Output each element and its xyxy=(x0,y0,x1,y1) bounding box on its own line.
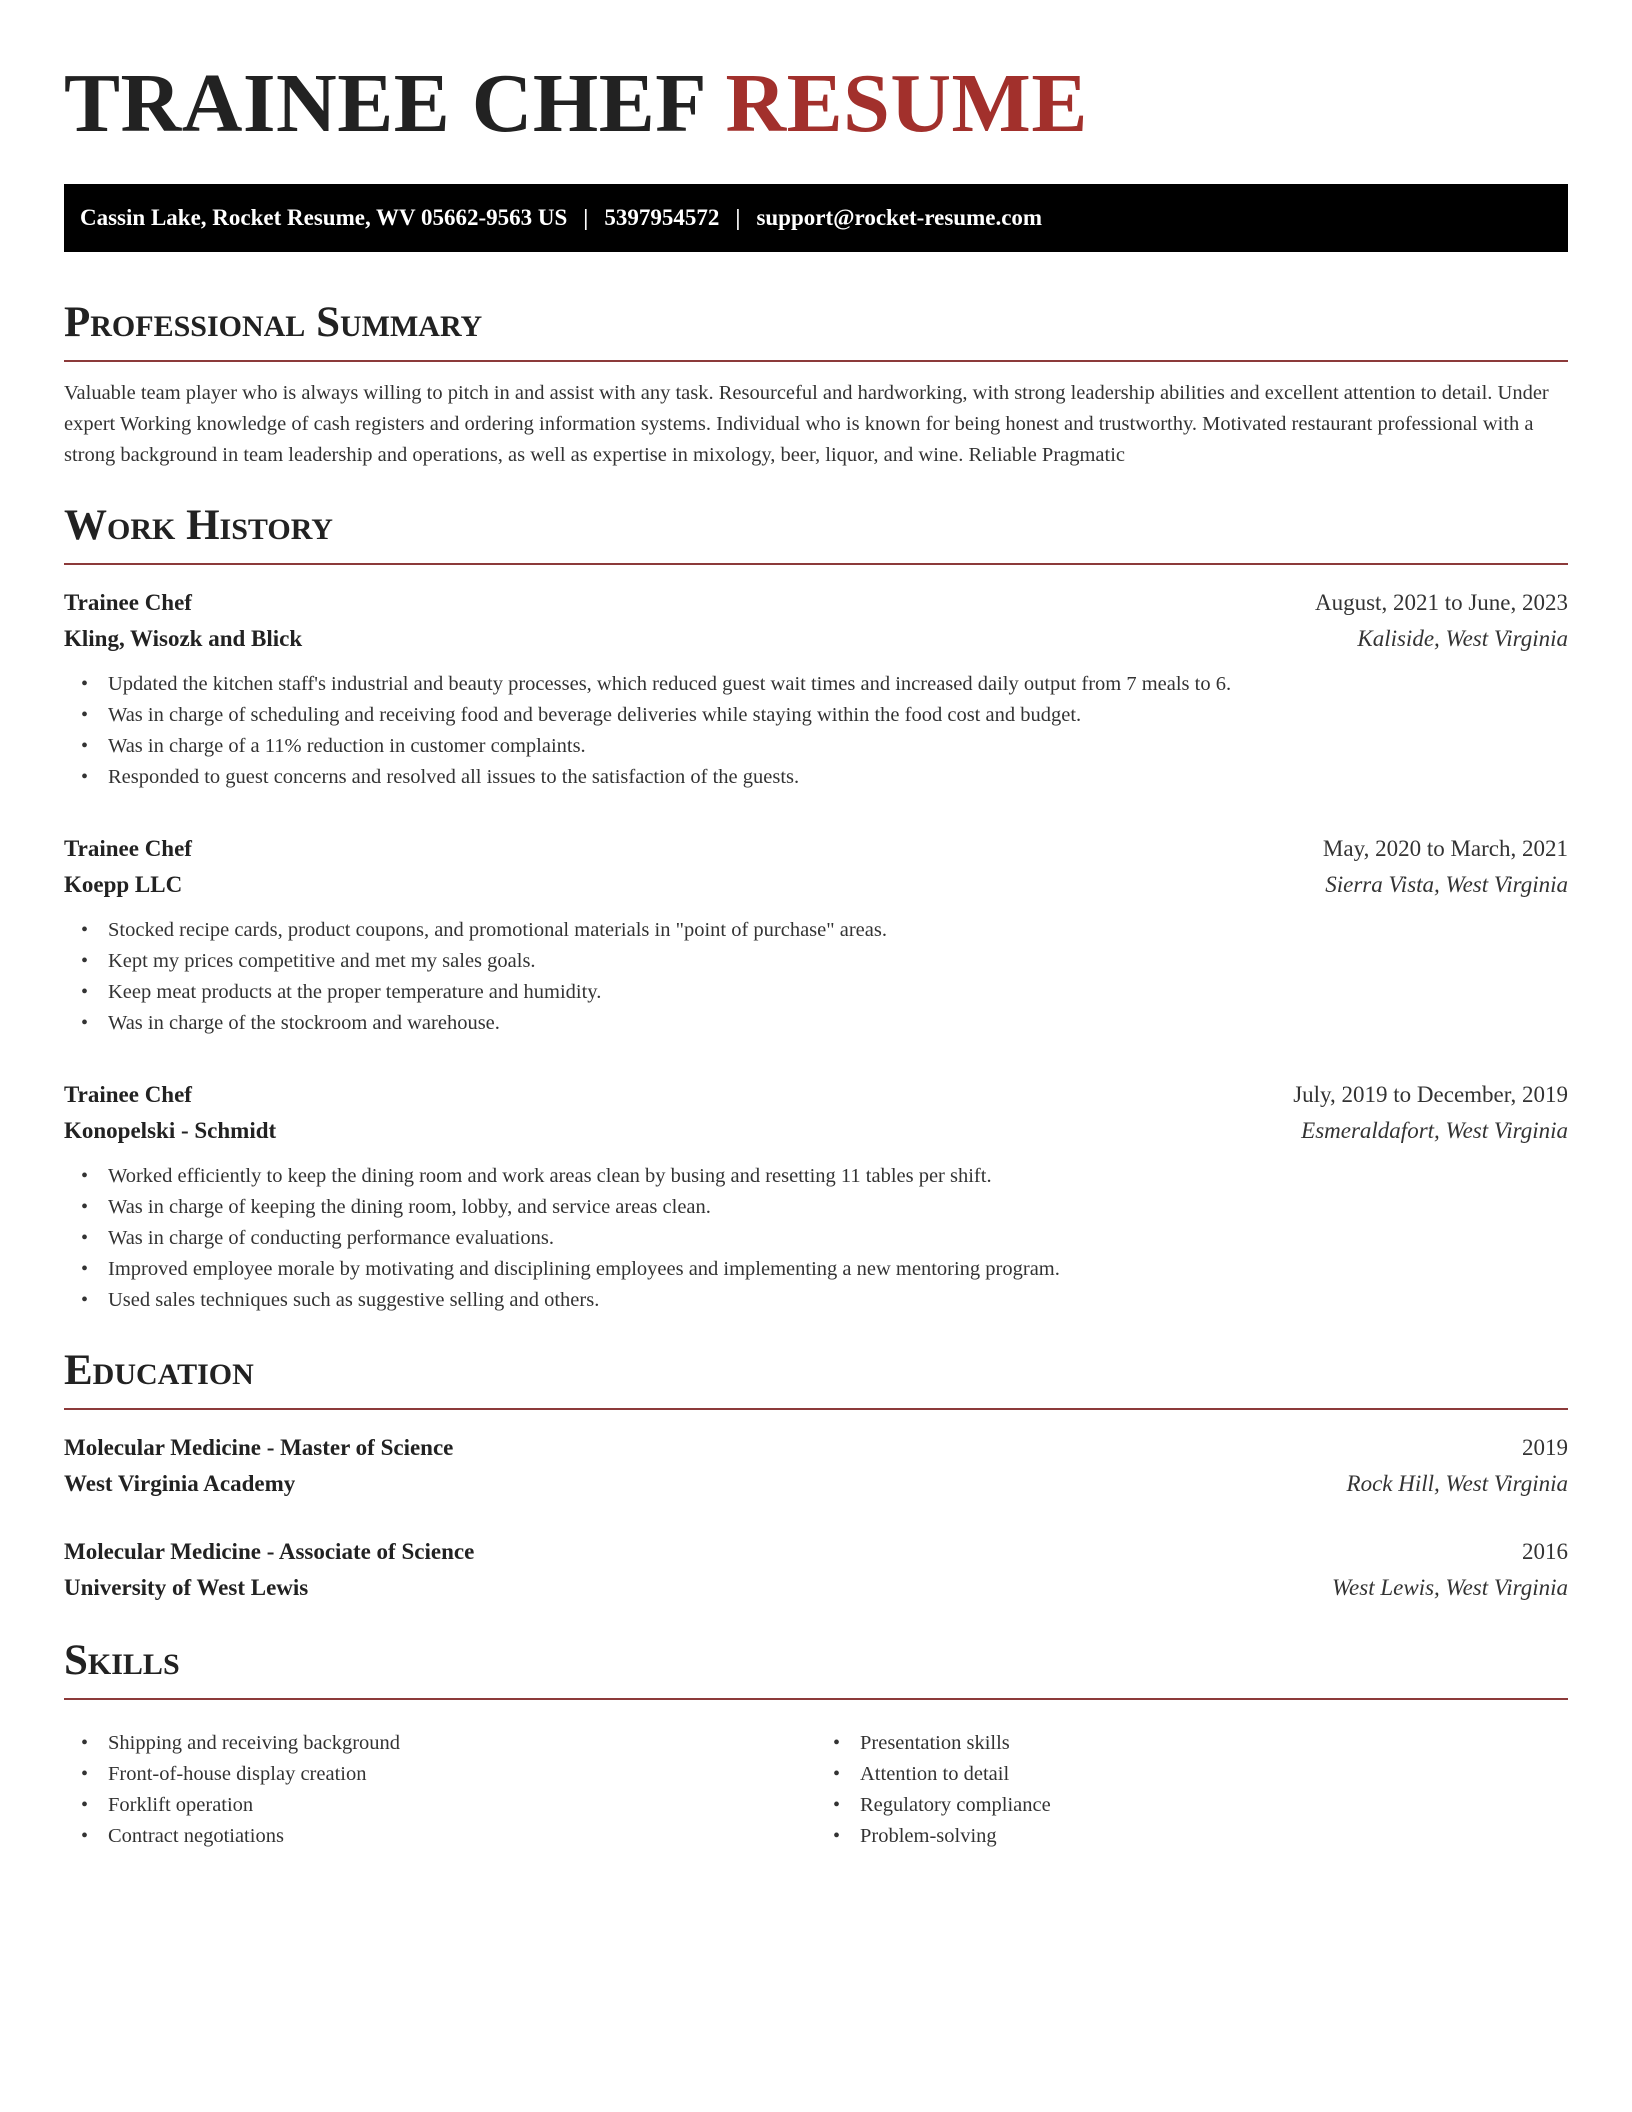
title-main: TRAINEE CHEF xyxy=(64,57,704,150)
skills-column-right xyxy=(816,1728,1568,1852)
job-entry xyxy=(64,831,1568,1039)
contact-phone: 5397954572 xyxy=(604,205,720,230)
job-dates: May, 2020 to March, 2021 xyxy=(1322,836,1568,861)
list-item: • Used sales techniques such as suggestive selling and others. xyxy=(64,1285,1568,1316)
job-location: Sierra Vista, West Virginia xyxy=(1325,872,1568,897)
list-item: • Front-of-house display creation xyxy=(64,1759,816,1790)
job-dates: July, 2019 to December, 2019 xyxy=(1293,1082,1568,1107)
contact-bar xyxy=(64,184,1568,252)
education-entry xyxy=(64,1430,1568,1502)
summary-text: Valuable team player who is always willing to pitch in and assist with any task. Resourceful and hardworking, with strong leadership abilities and excellent attention to detail. Under expert Working knowledge of cash registers and ordering information systems. Individual who is known for being honest and trustworthy. Motivated restaurant professional with a strong background in team leadership and operations, as well as expertise in mixology, beer, liquor, and wine. Reliable Pragmatic xyxy=(64,382,1549,466)
contact-separator: | xyxy=(583,205,589,230)
page-title xyxy=(64,0,1568,150)
list-item: • Problem-solving xyxy=(816,1821,1568,1852)
skills-column-left xyxy=(64,1728,816,1852)
job-bullets xyxy=(64,1161,1568,1316)
summary-heading: Professional Summary xyxy=(64,296,1568,362)
job-company: Kling, Wisozk and Blick xyxy=(64,626,303,651)
job-title: Trainee Chef xyxy=(64,1082,192,1107)
education-location: Rock Hill, West Virginia xyxy=(1346,1471,1568,1496)
job-company: Konopelski - Schmidt xyxy=(64,1118,277,1143)
education-heading: Education xyxy=(64,1344,1568,1410)
education-entry xyxy=(64,1534,1568,1606)
list-item: • Was in charge of scheduling and receiving food and beverage deliveries while staying within the food cost and budget. xyxy=(64,700,1568,731)
list-item: • Was in charge of keeping the dining room, lobby, and service areas clean. xyxy=(64,1192,1568,1223)
contact-email: support@rocket-resume.com xyxy=(756,205,1043,230)
job-location: Esmeraldafort, West Virginia xyxy=(1301,1118,1568,1143)
job-dates: August, 2021 to June, 2023 xyxy=(1315,590,1568,615)
list-item: • Regulatory compliance xyxy=(816,1790,1568,1821)
education-degree: Molecular Medicine - Associate of Science xyxy=(64,1539,475,1564)
education-year: 2019 xyxy=(1522,1435,1568,1460)
list-item: • Presentation skills xyxy=(816,1728,1568,1759)
education-degree: Molecular Medicine - Master of Science xyxy=(64,1435,454,1460)
education-location: West Lewis, West Virginia xyxy=(1332,1575,1568,1600)
job-location: Kaliside, West Virginia xyxy=(1357,626,1568,651)
work-history-heading: Work History xyxy=(64,499,1568,565)
skills-list xyxy=(64,1716,1568,1852)
job-title: Trainee Chef xyxy=(64,590,192,615)
job-entry xyxy=(64,585,1568,793)
list-item: • Improved employee morale by motivating and disciplining employees and implementing a new mentoring program. xyxy=(64,1254,1568,1285)
list-item: • Worked efficiently to keep the dining room and work areas clean by busing and resetting 11 tables per shift. xyxy=(64,1161,1568,1192)
job-bullets xyxy=(64,669,1568,793)
list-item: • Forklift operation xyxy=(64,1790,816,1821)
list-item: • Kept my prices competitive and met my sales goals. xyxy=(64,946,1568,977)
job-title: Trainee Chef xyxy=(64,836,192,861)
contact-address: Cassin Lake, Rocket Resume, WV 05662-9563 US xyxy=(80,205,568,230)
list-item: • Attention to detail xyxy=(816,1759,1568,1790)
education-school: University of West Lewis xyxy=(64,1575,309,1600)
job-company: Koepp LLC xyxy=(64,872,183,897)
job-entry xyxy=(64,1077,1568,1316)
list-item: • Was in charge of the stockroom and warehouse. xyxy=(64,1008,1568,1039)
list-item: • Keep meat products at the proper temperature and humidity. xyxy=(64,977,1568,1008)
list-item: • Updated the kitchen staff's industrial and beauty processes, which reduced guest wait times and increased daily output from 7 meals to 6. xyxy=(64,669,1568,700)
job-bullets xyxy=(64,915,1568,1039)
list-item: • Contract negotiations xyxy=(64,1821,816,1852)
skills-heading: Skills xyxy=(64,1634,1568,1700)
list-item: • Was in charge of a 11% reduction in customer complaints. xyxy=(64,731,1568,762)
list-item: • Stocked recipe cards, product coupons, and promotional materials in "point of purchase" areas. xyxy=(64,915,1568,946)
list-item: • Shipping and receiving background xyxy=(64,1728,816,1759)
list-item: • Responded to guest concerns and resolved all issues to the satisfaction of the guests. xyxy=(64,762,1568,793)
list-item: • Was in charge of conducting performance evaluations. xyxy=(64,1223,1568,1254)
education-school: West Virginia Academy xyxy=(64,1471,296,1496)
title-accent: RESUME xyxy=(725,57,1088,150)
contact-separator: | xyxy=(735,205,741,230)
education-year: 2016 xyxy=(1522,1539,1568,1564)
